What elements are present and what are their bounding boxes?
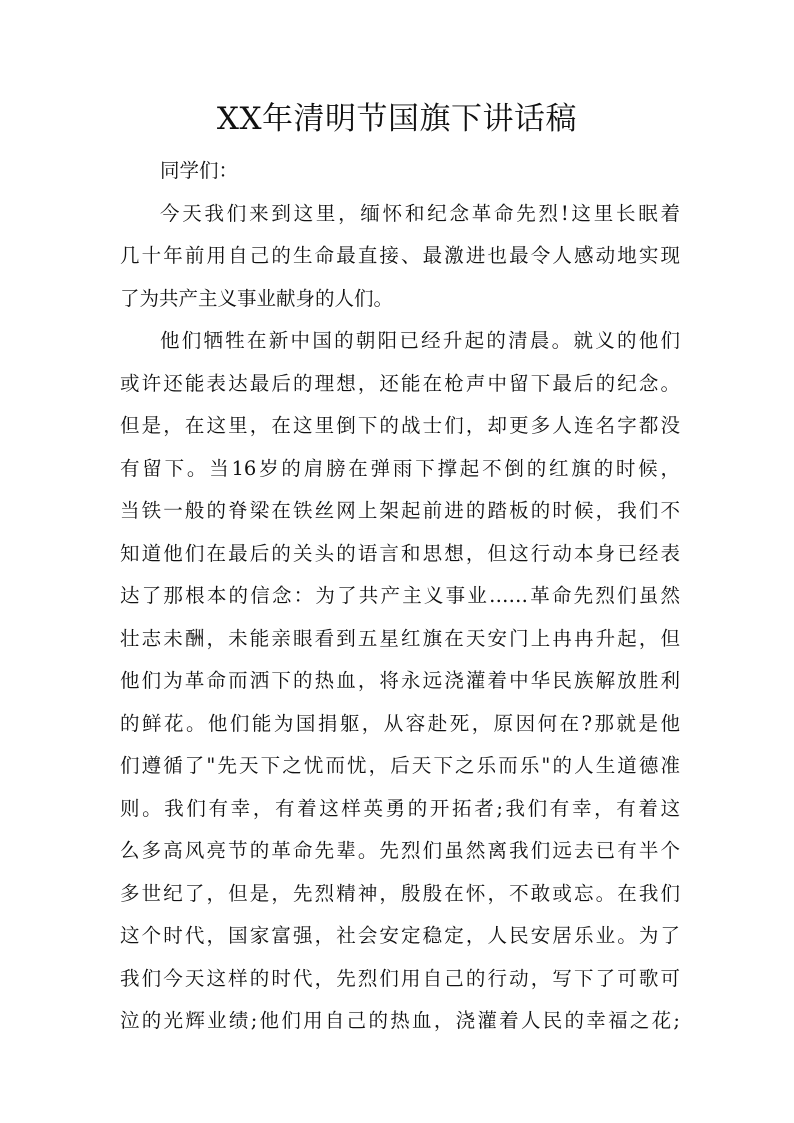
paragraph-line: 的鲜花。他们能为国捐躯，从容赴死，原因何在?那就是他 xyxy=(120,711,680,735)
paragraph-line: 么多高风亮节的革命先辈。先烈们虽然离我们远去已有半个 xyxy=(120,839,680,862)
paragraph-line: 泣的光辉业绩;他们用自己的热血，浇灌着人民的幸福之花; xyxy=(120,1009,680,1032)
paragraph-line: 了为共产主义事业献身的人们。 xyxy=(120,286,394,310)
paragraph-line: 则。我们有幸，有着这样英勇的开拓者;我们有幸，有着这 xyxy=(120,796,680,820)
paragraph-line: 他们为革命而洒下的热血，将永远浇灌着中华民族解放胜利 xyxy=(120,669,680,692)
paragraph-line: 但是，在这里，在这里倒下的战士们，却更多人连名字都没 xyxy=(120,414,680,437)
document-title: XX年清明节国旗下讲话稿 xyxy=(216,101,578,137)
paragraph-line: 知道他们在最后的关头的语言和思想，但这行动本身已经表 xyxy=(120,541,680,565)
document-body xyxy=(120,150,680,1043)
paragraph-line: 这个时代，国家富强，社会安定稳定，人民安居乐业。为了 xyxy=(120,924,680,947)
paragraph-line: 几十年前用自己的生命最直接、最激进也最令人感动地实现 xyxy=(120,244,680,267)
greeting-line: 同学们： xyxy=(160,159,239,182)
paragraph-line: 们遵循了"先天下之忧而忧，后天下之乐而乐"的人生道德准 xyxy=(120,754,680,777)
paragraph-2 xyxy=(120,320,680,1043)
paragraph-line: 多世纪了，但是，先烈精神，殷殷在怀，不敢或忘。在我们 xyxy=(120,881,680,905)
paragraph-line: 有留下。当16岁的肩膀在弹雨下撑起不倒的红旗的时候， xyxy=(120,456,680,480)
paragraph-1 xyxy=(120,193,680,321)
paragraph-line: 当铁一般的脊梁在铁丝网上架起前进的踏板的时候，我们不 xyxy=(120,499,680,522)
paragraph-line: 今天我们来到这里，缅怀和纪念革命先烈!这里长眠着 xyxy=(160,201,680,225)
paragraph-line: 或许还能表达最后的理想，还能在枪声中留下最后的纪念。 xyxy=(120,371,680,395)
paragraph-line: 我们今天这样的时代，先烈们用自己的行动，写下了可歌可 xyxy=(120,966,680,990)
greeting xyxy=(120,150,680,193)
paragraph-line: 达了那根本的信念：为了共产主义事业……革命先烈们虽然 xyxy=(120,584,680,607)
paragraph-line: 他们牺牲在新中国的朝阳已经升起的清晨。就义的他们 xyxy=(160,329,680,352)
paragraph-line: 壮志未酬，未能亲眼看到五星红旗在天安门上冉冉升起，但 xyxy=(120,626,680,650)
